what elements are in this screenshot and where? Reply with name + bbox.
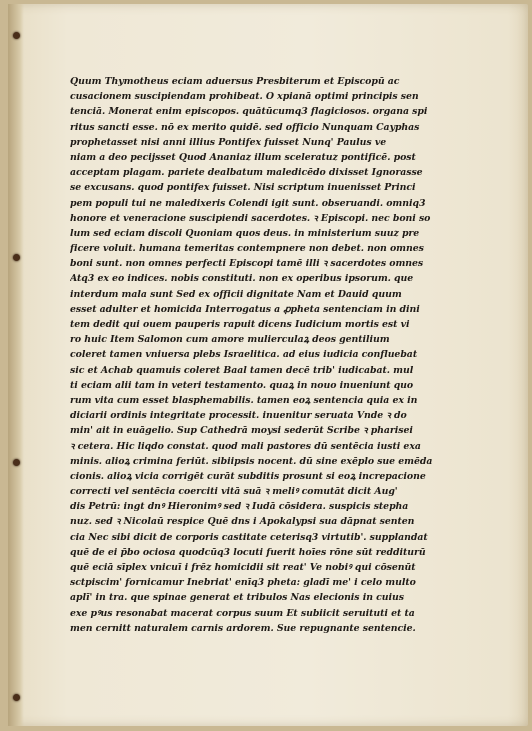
- text-line: exe pꝰus resonabat macerat corpus suum Et subiicit seruituti et ta: [70, 607, 415, 619]
- binding-stitch: [13, 32, 20, 39]
- text-line: ti eciam alii tam in veteri testamento. quaꝝ in nouo inueniunt quo: [70, 379, 414, 391]
- text-line: boni sunt. non omnes perfecti Episcopi tamē illi ꝛ sacerdotes omnes: [70, 258, 424, 270]
- text-line: lum sed eciam discoli Quoniam quos deus. in ministerium suuz pre: [70, 227, 420, 239]
- text-line: Quum Thymotheus eciam aduersus Presbiterum et Episcopū ac: [70, 76, 400, 87]
- text-line: quē de ei p̄bo ociosa quodcūq3 locuti fuerit hoīes rōne sūt redditurū: [70, 546, 426, 558]
- text-line: sic et Achab quamuis coleret Baal tamen decē trib' iudicabat. mul: [70, 364, 414, 376]
- text-line: sctpiscim' fornicamur Inebriat' enīq3 pheta: gladī me' i celo multo: [70, 577, 416, 589]
- text-line: ꝛ cetera. Hic liqdo constat. quod mali pastores dū sentēcia iusti exa: [70, 440, 421, 452]
- text-line: ritus sancti esse. nō ex merito quidē. sed officio Nunquam Cayphas: [70, 121, 420, 133]
- text-line: diciarii ordinis integritate processit. inuenitur seruata Vnde ꝛ do: [70, 410, 407, 422]
- text-line: correcti vel sentēcia coerciti vitā suā ꝛ meliꝰ comutāt dicit Aug': [70, 486, 398, 498]
- manuscript-page: [8, 4, 528, 726]
- text-line: coleret tamen vniuersa plebs Israelitica. ad eius iudicia confluebat: [70, 349, 418, 361]
- text-line: honore et veneracione suscipiendi sacerdotes. ꝛ Episcopi. nec boni so: [70, 212, 431, 224]
- binding-stitch: [13, 459, 20, 466]
- text-line: cusacionem suscipiendam prohibeat. O xpianā optimi principis sen: [70, 91, 419, 103]
- text-line: cia Nec sibi dicit de corporis castitate ceterisq3 virtutib'. supplandat: [70, 531, 428, 543]
- text-line: Atq3 ex eo indices. nobis constituti. non ex operibus ipsorum. que: [70, 273, 414, 285]
- text-line: rum vita cum esset blasphemabilis. tamen eoꝝ sentencia quia ex in: [70, 394, 418, 406]
- text-line: interdum mala sunt Sed ex officii dignitate Nam et Dauid quum: [70, 288, 402, 300]
- text-line: ro huic Item Salomon cum amore mulierculaꝝ deos gentilium: [70, 334, 390, 346]
- text-line: min' ait in euāgelio. Sup Cathedrā moysi sederūt Scribe ꝛ pharisei: [70, 425, 413, 437]
- text-line: pem populi tui ne maledixeris Colendi igit sunt. obseruandi. omniq3: [70, 197, 426, 209]
- text-column: [70, 74, 465, 636]
- text-line: tem dedit qui ouem pauperis rapuit dicens Iudicium mortis est vi: [70, 319, 410, 330]
- text-line: ficere voluit. humana temeritas contempnere non debet. non omnes: [70, 243, 424, 255]
- text-line: men cernitt naturalem carnis ardorem. Sue repugnante sentencie.: [70, 622, 416, 634]
- text-line: dis Petrū: ingt dnꝰ Hieronimꝰ sed ꝛ Iudā cōsidera. suspicis stepha: [70, 501, 409, 513]
- text-line: prophetasset nisi anni illius Pontifex fuisset Nunq' Paulus ve: [70, 136, 387, 148]
- text-line: se excusans. quod pontifex fuisset. Nisi scriptum inuenisset Princi: [70, 182, 416, 194]
- text-line: niam a deo pecijsset Quod Ananiaz illum sceleratuz pontificē. post: [70, 151, 416, 163]
- text-line: esset adulter et homicida Interrogatus a ꝓpheta sentenciam in dini: [70, 303, 420, 315]
- text-line: quē eciā sīplex vnicuī i frēz homicidii sit reat' Ve nobiꝰ qui cōsenūt: [70, 562, 416, 573]
- text-line: aplī' in tra. que spinae generat et tribulos Nas elecionis in cuius: [70, 592, 405, 604]
- text-line: tenciā. Monerat enim episcopos. quātūcumq3 flagiciosos. organa spi: [70, 106, 428, 118]
- text-line: nuz. sed ꝛ Nicolaū respice Quē dns i Apokalypsi sua dāpnat senten: [70, 516, 415, 528]
- binding-stitch: [13, 694, 20, 701]
- binding-gutter: [8, 4, 24, 726]
- binding-stitch: [13, 254, 20, 261]
- text-line: minis. alioꝝ crimina feriūt. sibiipsis nocent. dū sine exēplo sue emēda: [70, 455, 433, 467]
- text-line: acceptam plagam. pariete dealbatum maledicēdo dixisset Ignorasse: [70, 167, 423, 179]
- text-line: cionis. alioꝝ vicia corrigēt curāt subditis prosunt si eoꝝ increpacione: [70, 470, 426, 482]
